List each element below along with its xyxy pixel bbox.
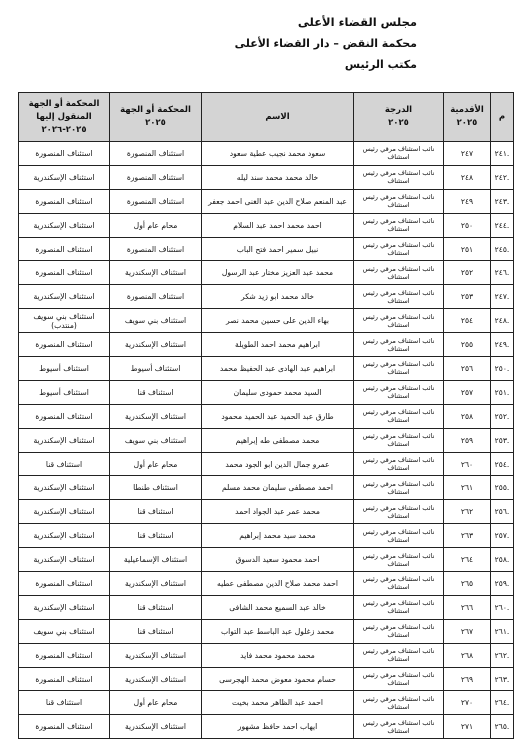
- row-name: محمد عبد العزيز مختار عبد الرسول: [202, 261, 354, 285]
- header-degree: الدرجة ٢٠٢٥: [354, 93, 444, 142]
- row-number: .٢٤٩: [491, 333, 514, 357]
- row-degree: نائب استئناف مرقي رئيس استئناف: [354, 357, 444, 381]
- row-seniority: ٢٥١: [444, 237, 491, 261]
- row-court: استئناف قنا: [110, 500, 202, 524]
- row-court: استئناف المنصورة: [110, 285, 202, 309]
- table-row: [19, 572, 514, 596]
- row-seniority: ٢٧١: [444, 715, 491, 739]
- row-name: محمد زغلول عبد الباسط عبد التواب: [202, 619, 354, 643]
- table-row: [19, 165, 514, 189]
- row-moved-to: استئناف قنا: [19, 452, 110, 476]
- row-degree: نائب استئناف مرقي رئيس استئناف: [354, 643, 444, 667]
- row-moved-to: استئناف الإسكندرية: [19, 524, 110, 548]
- row-moved-to: استئناف الإسكندرية: [19, 428, 110, 452]
- row-number: .٢٤٣: [491, 189, 514, 213]
- table-row: [19, 619, 514, 643]
- row-seniority: ٢٥٩: [444, 428, 491, 452]
- table-row: [19, 357, 514, 381]
- row-degree: نائب استئناف مرقي رئيس استئناف: [354, 619, 444, 643]
- row-court: استئناف قنا: [110, 380, 202, 404]
- row-name: عبد المنعم صلاح الدين عبد الغنى احمد جعفر: [202, 189, 354, 213]
- row-name: خالد عبد السميع محمد الشافى: [202, 595, 354, 619]
- row-seniority: ٢٦٢: [444, 500, 491, 524]
- row-moved-to: استئناف قنا: [19, 691, 110, 715]
- row-court: محام عام أول: [110, 213, 202, 237]
- row-moved-to: استئناف أسيوط: [19, 357, 110, 381]
- row-moved-to: استئناف المنصورة: [19, 189, 110, 213]
- row-court: استئناف الإسكندرية: [110, 715, 202, 739]
- row-court: استئناف الإسكندرية: [110, 643, 202, 667]
- row-seniority: ٢٤٩: [444, 189, 491, 213]
- row-seniority: ٢٥٨: [444, 404, 491, 428]
- row-number: .٢٥١: [491, 380, 514, 404]
- row-seniority: ٢٥٣: [444, 285, 491, 309]
- table-row: [19, 715, 514, 739]
- row-seniority: ٢٦٥: [444, 572, 491, 596]
- council-title: مجلس القضاء الأعلى: [297, 15, 417, 29]
- row-degree: نائب استئناف مرقي رئيس استئناف: [354, 285, 444, 309]
- row-degree: نائب استئناف مرقي رئيس استئناف: [354, 428, 444, 452]
- row-name: احمد محمود سعيد الدسوق: [202, 548, 354, 572]
- row-degree: نائب استئناف مرقي رئيس استئناف: [354, 261, 444, 285]
- row-moved-to: استئناف المنصورة: [19, 237, 110, 261]
- header-number: م: [491, 93, 514, 142]
- row-number: .٢٥٢: [491, 404, 514, 428]
- table-row: [19, 142, 514, 166]
- row-moved-to: استئناف الإسكندرية: [19, 213, 110, 237]
- row-number: .٢٤٧: [491, 285, 514, 309]
- row-moved-to: استئناف المنصورة: [19, 261, 110, 285]
- row-seniority: ٢٥٧: [444, 380, 491, 404]
- row-number: .٢٥٦: [491, 500, 514, 524]
- row-number: .٢٥٧: [491, 524, 514, 548]
- row-number: .٢٦٥: [491, 715, 514, 739]
- row-name: طارق عبد الحميد عبد الحميد محمود: [202, 404, 354, 428]
- row-court: استئناف قنا: [110, 524, 202, 548]
- row-seniority: ٢٦١: [444, 476, 491, 500]
- row-number: .٢٦٠: [491, 595, 514, 619]
- row-seniority: ٢٥٤: [444, 309, 491, 333]
- row-seniority: ٢٥٥: [444, 333, 491, 357]
- row-moved-to: استئناف المنصورة: [19, 142, 110, 166]
- row-degree: نائب استئناف مرقي رئيس استئناف: [354, 142, 444, 166]
- row-number: .٢٤١: [491, 142, 514, 166]
- row-seniority: ٢٧٠: [444, 691, 491, 715]
- table-row: [19, 548, 514, 572]
- row-name: محمد سيد محمد إبراهيم: [202, 524, 354, 548]
- table-row: [19, 524, 514, 548]
- row-degree: نائب استئناف مرقي رئيس استئناف: [354, 452, 444, 476]
- row-number: .٢٥٠: [491, 357, 514, 381]
- row-moved-to: استئناف المنصورة: [19, 333, 110, 357]
- row-seniority: ٢٦٠: [444, 452, 491, 476]
- row-court: استئناف المنصورة: [110, 165, 202, 189]
- row-degree: نائب استئناف مرقي رئيس استئناف: [354, 237, 444, 261]
- row-moved-to: استئناف الإسكندرية: [19, 595, 110, 619]
- row-court: استئناف قنا: [110, 619, 202, 643]
- row-seniority: ٢٤٧: [444, 142, 491, 166]
- row-court: محام عام أول: [110, 691, 202, 715]
- row-court: استئناف الإسكندرية: [110, 572, 202, 596]
- table-row: [19, 476, 514, 500]
- row-number: .٢٤٨: [491, 309, 514, 333]
- row-number: .٢٦٢: [491, 643, 514, 667]
- row-seniority: ٢٥٢: [444, 261, 491, 285]
- row-number: .٢٦٣: [491, 667, 514, 691]
- row-moved-to: استئناف الإسكندرية: [19, 548, 110, 572]
- row-court: استئناف أسيوط: [110, 357, 202, 381]
- row-moved-to: استئناف المنصورة: [19, 667, 110, 691]
- office-title: مكتب الرئيس: [344, 58, 417, 71]
- row-seniority: ٢٤٨: [444, 165, 491, 189]
- table-row: [19, 189, 514, 213]
- row-number: .٢٥٩: [491, 572, 514, 596]
- row-name: ابراهيم محمد احمد الطويلة: [202, 333, 354, 357]
- row-court: استئناف طنطا: [110, 476, 202, 500]
- row-court: استئناف المنصورة: [110, 189, 202, 213]
- row-seniority: ٢٥٠: [444, 213, 491, 237]
- row-number: .٢٤٢: [491, 165, 514, 189]
- row-name: خالد محمد ابو زيد شكر: [202, 285, 354, 309]
- row-degree: نائب استئناف مرقي رئيس استئناف: [354, 165, 444, 189]
- table-row: [19, 285, 514, 309]
- row-court: استئناف بني سويف: [110, 309, 202, 333]
- table-row: [19, 380, 514, 404]
- row-name: نبيل سمير احمد فتح الباب: [202, 237, 354, 261]
- row-court: استئناف الإسماعيلية: [110, 548, 202, 572]
- row-name: السيد محمد حمودى سليمان: [202, 380, 354, 404]
- row-degree: نائب استئناف مرقي رئيس استئناف: [354, 548, 444, 572]
- row-degree: نائب استئناف مرقي رئيس استئناف: [354, 524, 444, 548]
- row-degree: نائب استئناف مرقي رئيس استئناف: [354, 715, 444, 739]
- row-name: احمد مصطفى سليمان محمد مسلم: [202, 476, 354, 500]
- row-seniority: ٢٦٦: [444, 595, 491, 619]
- table-row: [19, 500, 514, 524]
- row-moved-to: استئناف الإسكندرية: [19, 165, 110, 189]
- row-name: بهاء الدين على حسين محمد نصر: [202, 309, 354, 333]
- table-row: [19, 428, 514, 452]
- row-seniority: ٢٦٧: [444, 619, 491, 643]
- row-moved-to: استئناف بني سويف (منتدب): [19, 309, 110, 333]
- row-moved-to: استئناف الإسكندرية: [19, 285, 110, 309]
- row-degree: نائب استئناف مرقي رئيس استئناف: [354, 691, 444, 715]
- row-degree: نائب استئناف مرقي رئيس استئناف: [354, 380, 444, 404]
- table-row: [19, 213, 514, 237]
- table-row: [19, 691, 514, 715]
- header-moved-to: المحكمة أو الجهة المنقول إليها ٢٠٢٥-٢٠٢٦: [19, 93, 110, 142]
- table-body: [19, 142, 514, 739]
- row-name: ايهاب احمد حافظ مشهور: [202, 715, 354, 739]
- row-number: .٢٥٨: [491, 548, 514, 572]
- document-header: [235, 12, 417, 75]
- row-seniority: ٢٦٩: [444, 667, 491, 691]
- judges-table: [18, 92, 514, 739]
- row-name: محمد عمر عبد الجواد احمد: [202, 500, 354, 524]
- row-seniority: ٢٦٨: [444, 643, 491, 667]
- row-moved-to: استئناف الإسكندرية: [19, 476, 110, 500]
- table-row: [19, 333, 514, 357]
- row-court: استئناف الإسكندرية: [110, 333, 202, 357]
- table-row: [19, 595, 514, 619]
- row-court: استئناف الإسكندرية: [110, 261, 202, 285]
- row-degree: نائب استئناف مرقي رئيس استئناف: [354, 572, 444, 596]
- row-moved-to: استئناف المنصورة: [19, 715, 110, 739]
- table-row: [19, 261, 514, 285]
- table-row: [19, 667, 514, 691]
- row-number: .٢٥٣: [491, 428, 514, 452]
- row-number: .٢٦٤: [491, 691, 514, 715]
- row-name: ابراهيم عبد الهادى عبد الحفيظ محمد: [202, 357, 354, 381]
- row-number: .٢٦١: [491, 619, 514, 643]
- row-moved-to: استئناف أسيوط: [19, 380, 110, 404]
- row-seniority: ٢٦٣: [444, 524, 491, 548]
- row-degree: نائب استئناف مرقي رئيس استئناف: [354, 500, 444, 524]
- row-name: سعود محمد نجيب عطية سعود: [202, 142, 354, 166]
- row-moved-to: استئناف الإسكندرية: [19, 500, 110, 524]
- row-moved-to: استئناف المنصورة: [19, 572, 110, 596]
- row-degree: نائب استئناف مرقي رئيس استئناف: [354, 213, 444, 237]
- row-name: احمد عبد الظاهر محمد بخيت: [202, 691, 354, 715]
- row-degree: نائب استئناف مرقي رئيس استئناف: [354, 404, 444, 428]
- row-name: عمرو جمال الدين ابو الجود محمد: [202, 452, 354, 476]
- row-court: محام عام أول: [110, 452, 202, 476]
- table-row: [19, 404, 514, 428]
- row-number: .٢٤٤: [491, 213, 514, 237]
- row-number: .٢٤٥: [491, 237, 514, 261]
- table-row: [19, 237, 514, 261]
- table-header-row: [19, 93, 514, 142]
- header-name: الاسم: [202, 93, 354, 142]
- table-row: [19, 452, 514, 476]
- row-name: محمد محمود محمد فايد: [202, 643, 354, 667]
- table-row: [19, 309, 514, 333]
- header-court: المحكمة أو الجهة ٢٠٢٥: [110, 93, 202, 142]
- row-degree: نائب استئناف مرقي رئيس استئناف: [354, 189, 444, 213]
- row-degree: نائب استئناف مرقي رئيس استئناف: [354, 309, 444, 333]
- row-moved-to: استئناف المنصورة: [19, 643, 110, 667]
- header-seniority: الأقدمية ٢٠٢٥: [444, 93, 491, 142]
- row-seniority: ٢٦٤: [444, 548, 491, 572]
- row-number: .٢٥٤: [491, 452, 514, 476]
- row-name: خالد محمد محمد سند ليله: [202, 165, 354, 189]
- row-name: حسام محمود معوض محمد الهجرسى: [202, 667, 354, 691]
- row-degree: نائب استئناف مرقي رئيس استئناف: [354, 667, 444, 691]
- row-court: استئناف المنصورة: [110, 142, 202, 166]
- row-court: استئناف بني سويف: [110, 428, 202, 452]
- row-court: استئناف الإسكندرية: [110, 404, 202, 428]
- row-court: استئناف المنصورة: [110, 237, 202, 261]
- row-number: .٢٤٦: [491, 261, 514, 285]
- row-degree: نائب استئناف مرقي رئيس استئناف: [354, 595, 444, 619]
- row-name: احمد محمد صلاح الدين مصطفى عطيه: [202, 572, 354, 596]
- row-seniority: ٢٥٦: [444, 357, 491, 381]
- row-court: استئناف قنا: [110, 595, 202, 619]
- row-moved-to: استئناف بني سويف: [19, 619, 110, 643]
- row-moved-to: استئناف المنصورة: [19, 404, 110, 428]
- row-name: احمد محمد احمد عبد السلام: [202, 213, 354, 237]
- court-title: محكمة النقض – دار القضاء الأعلى: [234, 37, 417, 50]
- row-court: استئناف الإسكندرية: [110, 667, 202, 691]
- table-row: [19, 643, 514, 667]
- row-degree: نائب استئناف مرقي رئيس استئناف: [354, 333, 444, 357]
- row-degree: نائب استئناف مرقي رئيس استئناف: [354, 476, 444, 500]
- row-name: محمد مصطفى طه إبراهيم: [202, 428, 354, 452]
- row-number: .٢٥٥: [491, 476, 514, 500]
